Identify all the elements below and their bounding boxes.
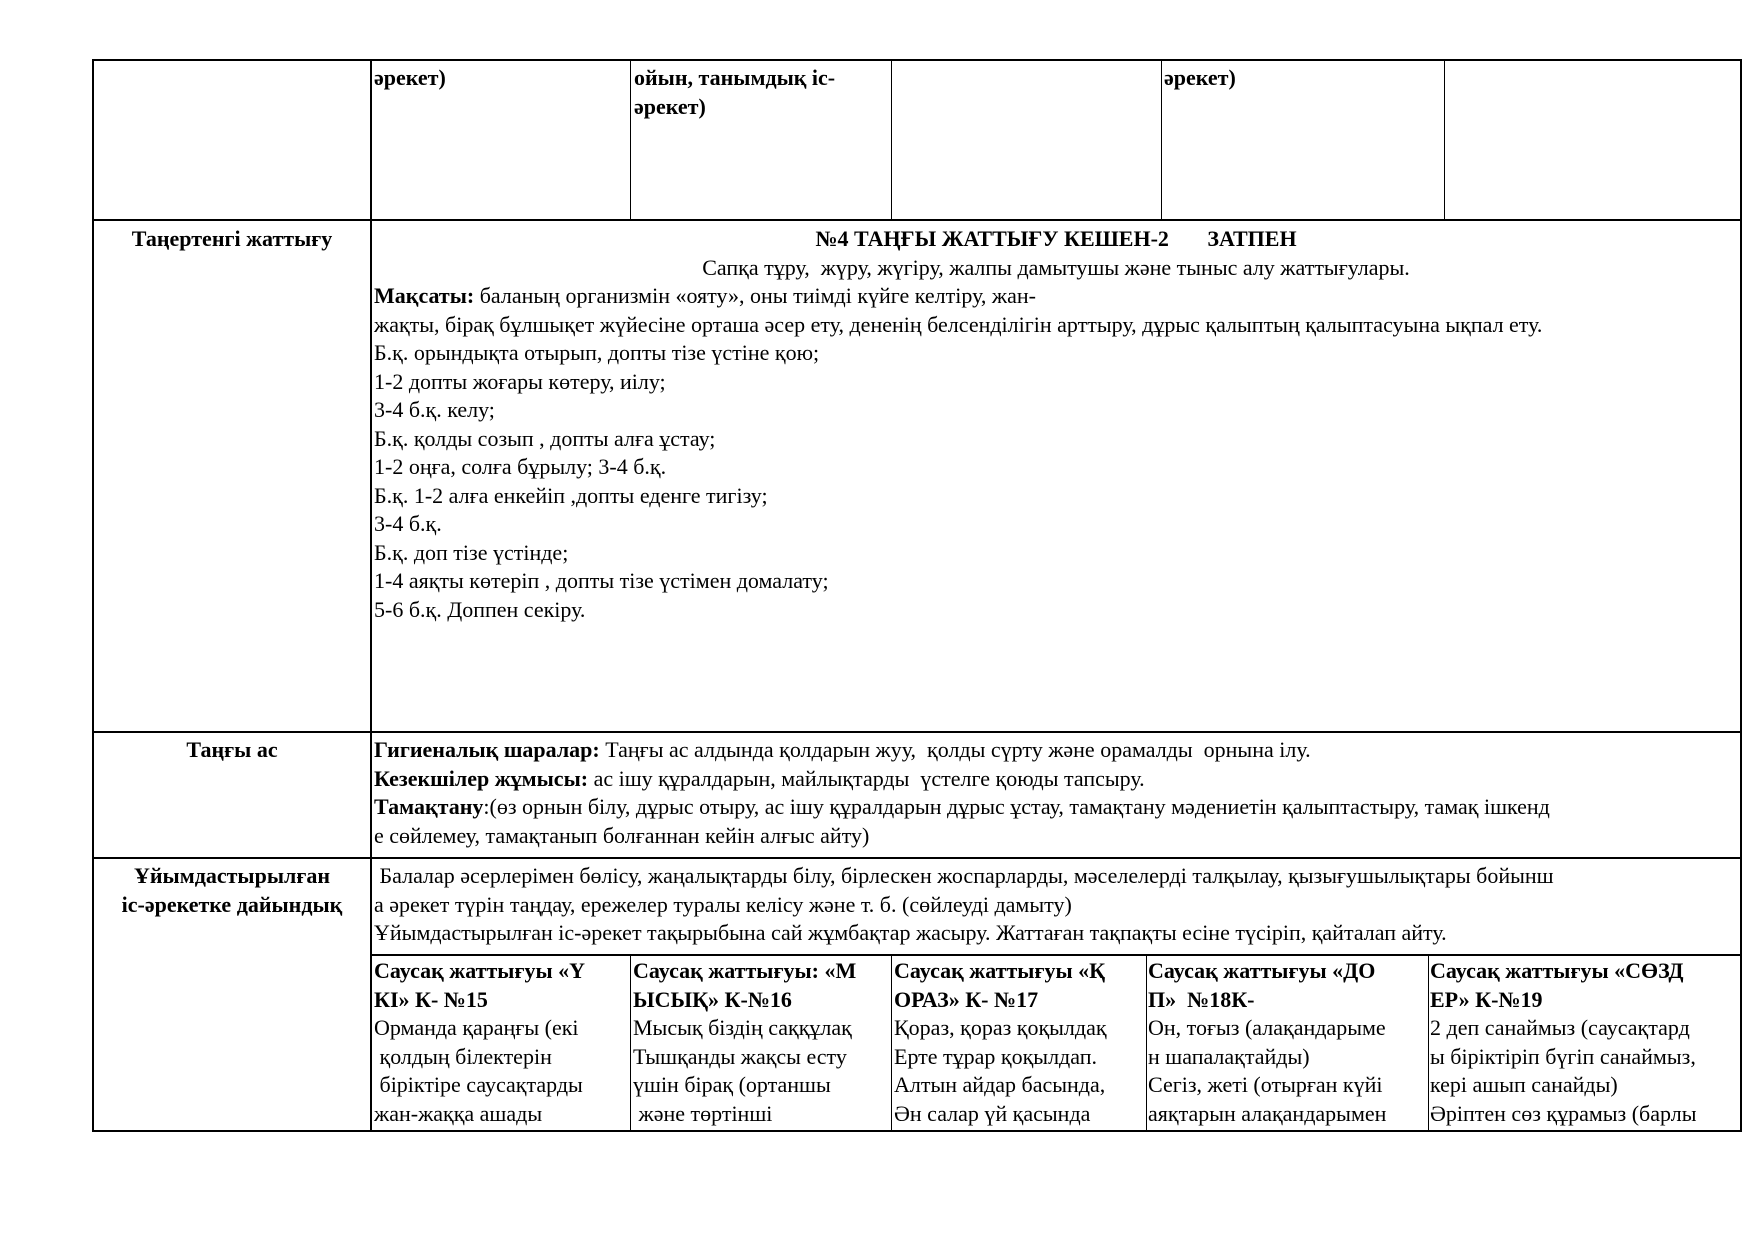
eating-line xyxy=(374,793,1738,822)
column-divider xyxy=(1428,955,1429,1132)
finger-game-text: Ән салар үй қасында xyxy=(894,1100,1091,1126)
row-label-breakfast xyxy=(94,736,370,765)
finger-game-text: Он, тоғыз (алақандарыме xyxy=(1148,1015,1386,1040)
finger-game-text: Қораз, қораз қоқылдақ xyxy=(894,1015,1107,1040)
column-divider xyxy=(630,955,631,1132)
breakfast-content xyxy=(374,736,1738,850)
exercise-step: 3-4 б.қ. xyxy=(374,511,442,536)
goal-label: Мақсаты: xyxy=(374,283,475,308)
column-divider xyxy=(891,59,892,221)
goal-text: баланың организмін «ояту», оны тиімді күйге келтіру, жан- xyxy=(474,283,1036,308)
finger-game-title: ЫСЫҚ» К-№16 xyxy=(633,986,792,1012)
exercise-step: Б.қ. қолды созып , допты алға ұстау; xyxy=(374,425,716,451)
finger-game-cell xyxy=(894,957,1144,1128)
finger-game-text: 2 деп санаймыз (саусақтард xyxy=(1430,1015,1690,1040)
morning-exercise-content xyxy=(374,225,1738,624)
finger-game-text: Сегіз, жеті (отырған күйі xyxy=(1148,1072,1383,1097)
finger-game-cell xyxy=(633,957,889,1128)
table-border-right xyxy=(1740,59,1742,1132)
finger-game-text: ы біріктіріп бүгіп санаймыз, xyxy=(1430,1043,1696,1069)
finger-game-cell xyxy=(1430,957,1738,1128)
finger-game-text: н шапалақтайды) xyxy=(1148,1043,1310,1069)
row-label-line: Ұйымдастырылған xyxy=(133,863,331,888)
finger-game-text: кері ашып санайды) xyxy=(1430,1072,1618,1097)
finger-game-title: Саусақ жаттығуы «ДО xyxy=(1148,958,1376,983)
finger-game-title: ЕР» К-№19 xyxy=(1430,986,1543,1012)
finger-game-title: П» №18К- xyxy=(1148,986,1255,1012)
finger-game-text: аяқтарын алақандарымен xyxy=(1148,1100,1387,1126)
column-divider xyxy=(891,955,892,1132)
exercise-step: Б.қ. 1-2 алға енкейіп ,допты еденге тигізу; xyxy=(374,482,768,508)
preparation-line: а әрекет түрін таңдау, ережелер туралы келісу және т. б. (сөйлеуді дамыту) xyxy=(374,891,1072,917)
row-divider xyxy=(370,954,1742,956)
exercise-step: 1-2 допты жоғары көтеру, иілу; xyxy=(374,368,666,394)
finger-game-text: Тышқанды жақсы есту xyxy=(633,1043,847,1069)
row-label-morning-exercise xyxy=(94,225,370,254)
finger-game-text: Ерте тұрар қоқылдап. xyxy=(894,1043,1097,1069)
top-cell-col5 xyxy=(1164,64,1440,93)
finger-game-cell xyxy=(1148,957,1426,1128)
hygiene-label: Гигиеналық шаралар: xyxy=(374,737,600,762)
row-divider xyxy=(92,731,1742,733)
column-divider xyxy=(630,59,631,221)
column-divider xyxy=(1444,59,1445,221)
table-border-bottom xyxy=(92,1130,1742,1132)
duty-text: ас ішу құралдарын, майлықтарды үстелге қоюды тапсыру. xyxy=(588,765,1145,791)
hygiene-line xyxy=(374,736,1738,765)
finger-game-title: Саусақ жаттығуы «Ү xyxy=(374,958,586,983)
exercise-goal xyxy=(374,282,1738,311)
exercise-step: Б.қ. орындықта отырып, допты тізе үстіне қою; xyxy=(374,340,820,365)
row-label: Таңғы ас xyxy=(186,737,278,762)
cell-line: әрекет) xyxy=(374,65,446,90)
goal-continuation: жақты, бірақ бұлшықет жүйесіне орташа әсер ету, дененің белсенділігін арттыру, дұрыс қалыптың қалыптасуына ықпал ету. xyxy=(374,311,1543,337)
finger-game-cell xyxy=(374,957,628,1128)
row-divider xyxy=(92,857,1742,859)
eating-continuation: е сөйлемеу, тамақтанып болғаннан кейін алғыс айту) xyxy=(374,822,870,848)
table-border-left xyxy=(92,59,94,1132)
cell-line: әрекет) xyxy=(1164,65,1236,90)
finger-game-title: Саусақ жаттығуы «Қ xyxy=(894,958,1106,983)
exercise-title: №4 ТАҢҒЫ ЖАТТЫҒУ КЕШЕН-2 ЗАТПЕН xyxy=(815,226,1297,251)
cell-line: ойын, танымдық іс- xyxy=(634,65,836,90)
column-divider xyxy=(370,59,372,1132)
exercise-subtitle: Сапқа тұру, жүру, жүгіру, жалпы дамытушы және тыныс алу жаттығулары. xyxy=(702,254,1410,280)
exercise-step: Б.қ. доп тізе үстінде; xyxy=(374,539,569,565)
exercise-step: 1-2 оңға, солға бұрылу; 3-4 б.қ. xyxy=(374,454,667,479)
finger-game-title: Саусақ жаттығуы: «М xyxy=(633,958,857,983)
table-border-top xyxy=(92,59,1742,61)
finger-game-text: біріктіре саусақтарды xyxy=(374,1072,583,1097)
exercise-step: 3-4 б.қ. келу; xyxy=(374,397,495,422)
duty-label: Кезекшілер жұмысы: xyxy=(374,765,589,791)
finger-game-text: Орманда қараңғы (екі xyxy=(374,1015,579,1040)
top-cell-col3 xyxy=(634,64,888,121)
finger-game-text: үшін бірақ (ортаншы xyxy=(633,1072,831,1097)
preparation-content xyxy=(374,862,1738,948)
duty-line xyxy=(374,765,1738,794)
row-label-line: іс-әрекетке дайындық xyxy=(121,891,343,917)
finger-game-text: Мысық біздің саққұлақ xyxy=(633,1015,852,1040)
preparation-line: Ұйымдастырылған іс-әрекет тақырыбына сай жұмбақтар жасыру. Жаттаған тақпақты есіне түсіріп, қайталап айту. xyxy=(374,920,1447,945)
finger-game-text: Әріптен сөз құрамыз (барлы xyxy=(1430,1100,1697,1126)
hygiene-text: Таңғы ас алдында қолдарын жуу, қолды сүрту және орамалды орнына ілу. xyxy=(599,737,1311,762)
finger-game-title: ОРАЗ» К- №17 xyxy=(894,986,1039,1012)
finger-game-text: және төртінші xyxy=(633,1100,773,1126)
row-divider xyxy=(92,219,1742,221)
eating-text: :(өз орнын білу, дұрыс отыру, ас ішу құралдарын дұрыс ұстау, тамақтану мәдениетін қалыптастыру, тамақ ішкенд xyxy=(483,794,1550,819)
finger-game-title: Саусақ жаттығуы «СӨЗД xyxy=(1430,958,1684,983)
column-divider xyxy=(1146,955,1147,1132)
eating-label: Тамақтану xyxy=(374,794,484,819)
preparation-line: Балалар әсерлерімен бөлісу, жаңалықтарды білу, бірлескен жоспарларды, мәселелерді талқылау, қызығушылықтары бойынш xyxy=(374,863,1554,888)
exercise-step: 5-6 б.қ. Доппен секіру. xyxy=(374,596,586,622)
cell-line: әрекет) xyxy=(634,93,706,119)
column-divider xyxy=(1161,59,1162,221)
finger-game-text: қолдың білектерін xyxy=(374,1043,552,1069)
row-label: Таңертенгі жаттығу xyxy=(131,226,333,251)
top-cell-col2 xyxy=(374,64,626,93)
exercise-step: 1-4 аяқты көтеріп , допты тізе үстімен домалату; xyxy=(374,568,829,593)
row-label-preparation xyxy=(94,862,370,919)
finger-game-text: Алтын айдар басында, xyxy=(894,1072,1106,1097)
finger-game-title: КІ» К- №15 xyxy=(374,986,488,1012)
finger-game-text: жан-жаққа ашады xyxy=(374,1100,543,1126)
